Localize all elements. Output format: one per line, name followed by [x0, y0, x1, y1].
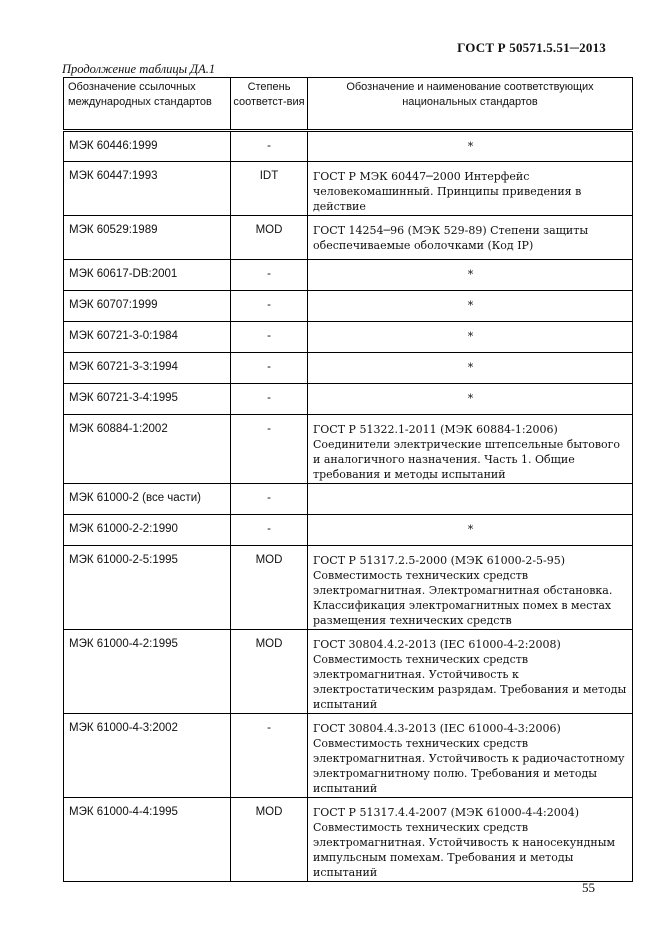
degree-cell: MOD	[231, 798, 308, 882]
national-standard-cell: ГОСТ 14254─96 (МЭК 529-89) Степени защиты обеспечиваемые оболочками (Код IP)	[308, 216, 633, 260]
table-row	[64, 162, 633, 216]
degree-cell: MOD	[231, 216, 308, 260]
table-row	[64, 630, 633, 714]
intl-standard-cell: МЭК 61000-2-2:1990	[64, 515, 231, 546]
intl-standard-cell: МЭК 61000-2-5:1995	[64, 546, 231, 630]
national-standard-cell: *	[308, 384, 633, 415]
national-standard-cell: ГОСТ 30804.4.2-2013 (IEC 61000-4-2:2008) Совместимость технических средств электромагнитная. Устойчивость к электростатическим разрядам. Требования и методы испытаний	[308, 630, 633, 714]
table-row	[64, 131, 633, 162]
degree-cell: MOD	[231, 630, 308, 714]
table-body	[64, 131, 633, 882]
table-row	[64, 714, 633, 798]
table-row	[64, 415, 633, 484]
table-row	[64, 484, 633, 515]
intl-standard-cell: МЭК 60721-3-0:1984	[64, 322, 231, 353]
degree-cell: -	[231, 415, 308, 484]
standards-table-container	[63, 77, 632, 882]
national-standard-cell: *	[308, 515, 633, 546]
header-degree-of-correspondence: Степень соответст-вия	[231, 78, 308, 131]
table-row	[64, 546, 633, 630]
intl-standard-cell: МЭК 60447:1993	[64, 162, 231, 216]
table-row	[64, 798, 633, 882]
header-national-standard: Обозначение и наименование соответствующих национальных стандартов	[308, 78, 633, 131]
intl-standard-cell: МЭК 60884-1:2002	[64, 415, 231, 484]
degree-cell: MOD	[231, 546, 308, 630]
degree-cell: -	[231, 714, 308, 798]
intl-standard-cell: МЭК 60721-3-3:1994	[64, 353, 231, 384]
header-international-standard: Обозначение ссылочных международных стандартов	[64, 78, 231, 131]
degree-cell: -	[231, 131, 308, 162]
intl-standard-cell: МЭК 60721-3-4:1995	[64, 384, 231, 415]
national-standard-cell: *	[308, 322, 633, 353]
national-standard-cell: ГОСТ Р 51322.1-2011 (МЭК 60884-1:2006) Соединители электрические штепсельные бытового и аналогичного назначения. Часть 1. Общие требования и методы испытаний	[308, 415, 633, 484]
degree-cell: -	[231, 291, 308, 322]
table-header-row	[64, 78, 633, 131]
degree-cell: -	[231, 322, 308, 353]
degree-cell: IDT	[231, 162, 308, 216]
standard-id-header: ГОСТ Р 50571.5.51─2013	[457, 40, 606, 55]
table-row	[64, 291, 633, 322]
national-standard-cell: ГОСТ Р МЭК 60447─2000 Интерфейс человекомашинный. Принципы приведения в действие	[308, 162, 633, 216]
table-row	[64, 353, 633, 384]
intl-standard-cell: МЭК 60707:1999	[64, 291, 231, 322]
national-standard-cell: *	[308, 291, 633, 322]
intl-standard-cell: МЭК 61000-4-4:1995	[64, 798, 231, 882]
page-number: 55	[582, 880, 595, 895]
table-row	[64, 515, 633, 546]
degree-cell: -	[231, 384, 308, 415]
national-standard-cell: ГОСТ Р 51317.4.4-2007 (МЭК 61000-4-4:2004) Совместимость технических средств электромагнитная. Устойчивость к наносекундным импульсным помехам. Требования и методы испытаний	[308, 798, 633, 882]
table-row	[64, 384, 633, 415]
national-standard-cell: ГОСТ 30804.4.3-2013 (IEC 61000-4-3:2006) Совместимость технических средств электромагнитная. Устойчивость к радиочастотному электромагнитному полю. Требования и методы испытаний	[308, 714, 633, 798]
standards-table	[63, 77, 633, 882]
intl-standard-cell: МЭК 60529:1989	[64, 216, 231, 260]
intl-standard-cell: МЭК 60617-DB:2001	[64, 260, 231, 291]
national-standard-cell: *	[308, 260, 633, 291]
intl-standard-cell: МЭК 61000-2 (все части)	[64, 484, 231, 515]
table-row	[64, 322, 633, 353]
table-row	[64, 216, 633, 260]
degree-cell: -	[231, 260, 308, 291]
intl-standard-cell: МЭК 61000-4-3:2002	[64, 714, 231, 798]
degree-cell: -	[231, 515, 308, 546]
intl-standard-cell: МЭК 61000-4-2:1995	[64, 630, 231, 714]
national-standard-cell	[308, 484, 633, 515]
national-standard-cell: ГОСТ Р 51317.2.5-2000 (МЭК 61000-2-5-95) Совместимость технических средств электромагнитная. Электромагнитная обстановка. Классификация электромагнитных помех в местах размещения технических средств	[308, 546, 633, 630]
table-caption: Продолжение таблицы ДА.1	[62, 62, 216, 76]
degree-cell: -	[231, 484, 308, 515]
table-row	[64, 260, 633, 291]
intl-standard-cell: МЭК 60446:1999	[64, 131, 231, 162]
national-standard-cell: *	[308, 131, 633, 162]
degree-cell: -	[231, 353, 308, 384]
national-standard-cell: *	[308, 353, 633, 384]
